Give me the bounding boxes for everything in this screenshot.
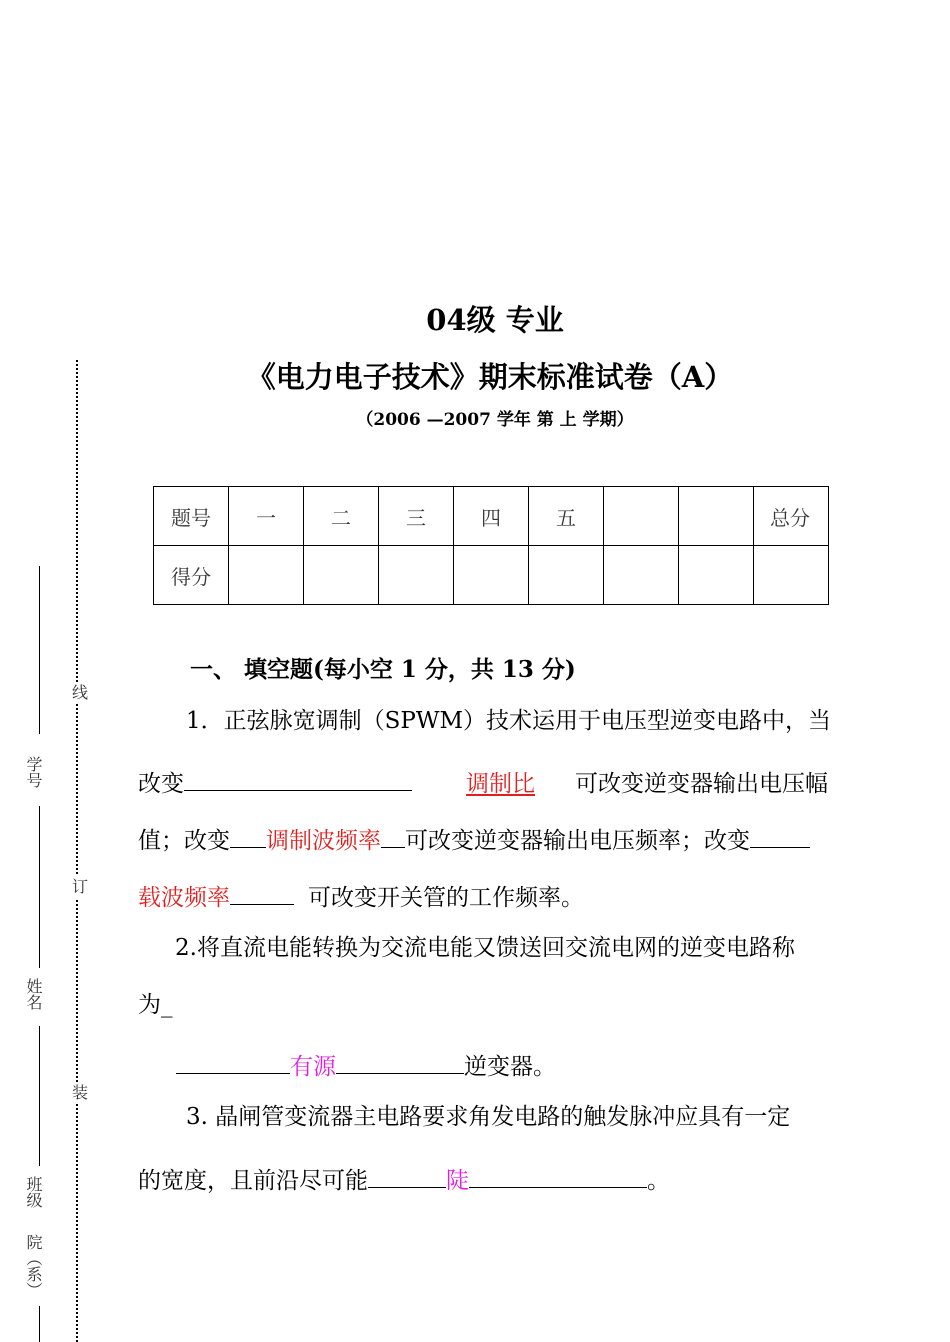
q1-suffix2: 可改变逆变器输出电压频率；改变	[405, 828, 750, 854]
table-cell: 得分	[154, 546, 229, 605]
margin-label-xuehao: 学号	[24, 756, 43, 788]
margin-rule	[39, 806, 40, 968]
answer-blank[interactable]	[184, 767, 412, 791]
q1-line4	[138, 881, 584, 910]
score-input-cell[interactable]	[754, 546, 829, 605]
q3-prefix: 的宽度，且前沿尽可能	[138, 1168, 368, 1194]
answer-blank[interactable]	[368, 1164, 446, 1188]
table-cell: 五	[529, 487, 604, 546]
q3-suffix: 。	[647, 1168, 670, 1194]
margin-mark-ding: 订	[69, 876, 91, 898]
margin-rule	[39, 1306, 40, 1342]
margin-label-xingming: 姓名	[24, 978, 43, 1010]
answer-blank[interactable]	[381, 824, 405, 848]
answer-blank[interactable]	[230, 824, 266, 848]
table-cell: 总分	[754, 487, 829, 546]
table-cell	[604, 487, 679, 546]
table-cell: 题号	[154, 487, 229, 546]
table-cell: 四	[454, 487, 529, 546]
margin-mark-xian: 线	[69, 682, 91, 704]
q1-answer1: 调制比	[466, 771, 535, 797]
q2-suffix: 逆变器。	[464, 1054, 556, 1080]
margin-rule	[39, 1026, 40, 1166]
section-title: 一、 填空题(每小空 1 分，共 13 分)	[190, 656, 576, 683]
margin-mark-zhuang: 装	[69, 1082, 91, 1104]
margin-label-yuanxi: 院（系）	[24, 1234, 43, 1298]
q1-suffix: 可改变逆变器输出电压幅	[575, 771, 828, 797]
q3-line1: 3. 晶闸管变流器主电路要求角发电路的触发脉冲应具有一定	[186, 1104, 791, 1130]
q1-line1: 1．正弦脉宽调制（SPWM）技术运用于电压型逆变电路中，当	[186, 708, 832, 734]
margin-label-banji: 班级	[24, 1176, 43, 1208]
answer-blank[interactable]	[176, 1050, 290, 1074]
score-input-cell[interactable]	[379, 546, 454, 605]
table-row	[154, 487, 829, 546]
score-input-cell[interactable]	[529, 546, 604, 605]
answer-blank[interactable]	[750, 824, 810, 848]
table-cell: 一	[229, 487, 304, 546]
q1-prefix: 改变	[138, 771, 184, 797]
q1-line2	[138, 767, 828, 796]
q1-answer2: 调制波频率	[266, 828, 381, 854]
q1-prefix2: 值；改变	[138, 828, 230, 854]
score-table	[153, 486, 829, 605]
q2-line1: 2.将直流电能转换为交流电能又馈送回交流电网的逆变电路称	[175, 935, 795, 961]
score-input-cell[interactable]	[304, 546, 379, 605]
q2-line2: 为_	[138, 992, 173, 1018]
table-cell: 二	[304, 487, 379, 546]
q3-line2	[138, 1164, 670, 1193]
exam-term: （2006 —2007 学年 第 上 学期）	[356, 410, 634, 430]
table-row	[154, 546, 829, 605]
exam-grade-title: 04级 专业	[426, 303, 564, 337]
q1-line3	[138, 824, 810, 853]
margin-rule	[39, 566, 40, 734]
q3-answer: 陡	[446, 1168, 469, 1194]
score-input-cell[interactable]	[679, 546, 754, 605]
score-input-cell[interactable]	[229, 546, 304, 605]
q2-answer: 有源	[290, 1054, 336, 1080]
table-cell: 三	[379, 487, 454, 546]
score-input-cell[interactable]	[454, 546, 529, 605]
score-input-cell[interactable]	[604, 546, 679, 605]
answer-blank[interactable]	[230, 881, 294, 905]
answer-blank[interactable]	[336, 1050, 464, 1074]
q2-line3	[176, 1050, 556, 1079]
table-cell	[679, 487, 754, 546]
q1-suffix3: 可改变开关管的工作频率。	[308, 885, 584, 911]
q1-answer3: 载波频率	[138, 885, 230, 911]
binding-dotted-line	[76, 360, 78, 1342]
answer-blank[interactable]	[469, 1164, 647, 1188]
exam-title: 《电力电子技术》期末标准试卷（A）	[246, 360, 734, 394]
